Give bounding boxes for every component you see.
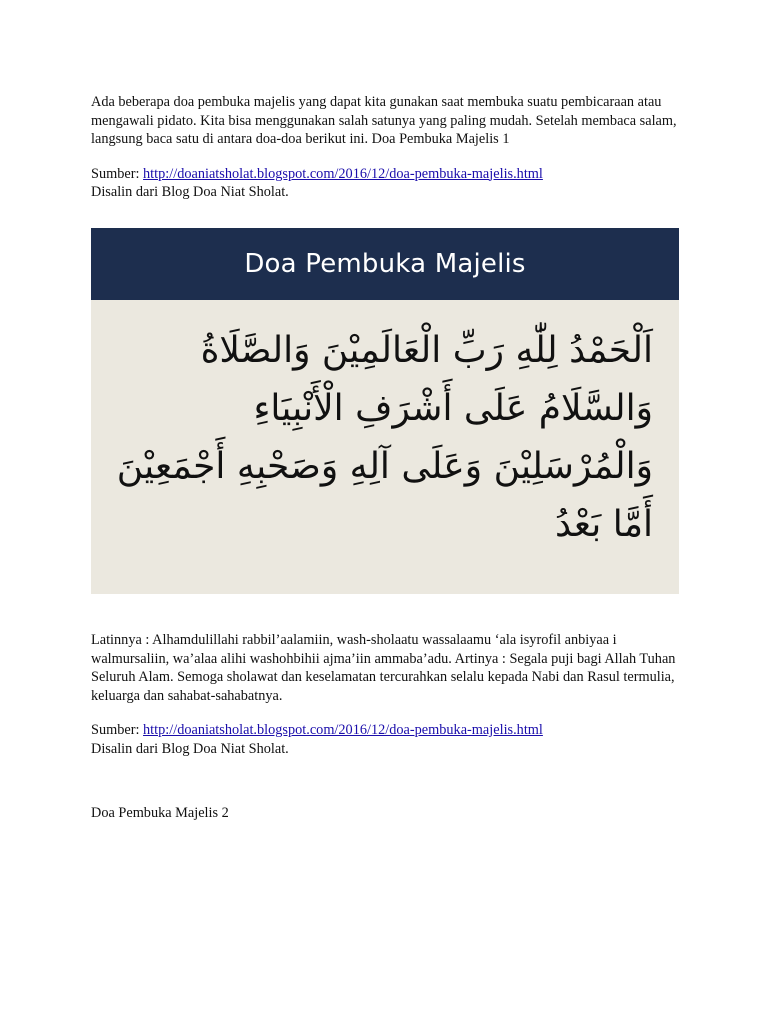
intro-paragraph: Ada beberapa doa pembuka majelis yang dapat kita gunakan saat membuka suatu pembicaraan atau mengawali pidato. Kita bisa menggunakan salah satunya yang paling mudah. Setelah membaca salam, langsung baca satu di antara doa-doa berikut ini. Doa Pembuka Majelis 1: [91, 94, 677, 147]
lower-source-label: Sumber:: [91, 722, 144, 738]
arabic-line-3: وَالْمُرْسَلِيْنَ وَعَلَى آلِهِ وَصَحْبِهِ أَجْمَعِيْنَ: [116, 446, 653, 487]
intro-copied-from: Disalin dari Blog Doa Niat Sholat.: [91, 184, 289, 200]
arabic-line-4: أَمَّا بَعْدُ: [555, 504, 653, 545]
next-heading: Doa Pembuka Majelis 2: [91, 805, 229, 821]
translation-section: [91, 631, 691, 823]
intro-source-line: [91, 165, 681, 184]
arabic-text: [91, 300, 679, 554]
lower-copied-from: Disalin dari Blog Doa Niat Sholat.: [91, 740, 289, 757]
translation-paragraph: Latinnya : Alhamdulillahi rabbil’aalamiin, wash-sholaatu wassalaamu ‘ala isyrofil anbiyaa i walmursaliin, wa’alaa alihi washohbihii ajma’iin ammaba’adu. Artinya : Segala puji bagi Allah Tuhan Seluruh Alam. Semoga sholawat dan keselamatan tercurahkan selalu kepada Nabi dan Rasul termulia, keluarga dan sahabat-sahabatnya.: [91, 632, 676, 704]
intro-source-label: Sumber:: [91, 165, 144, 182]
intro-source-link[interactable]: http://doaniatsholat.blogspot.com/2016/12/doa-pembuka-majelis.html: [143, 165, 543, 182]
doa-image: [91, 228, 679, 594]
doa-image-title: Doa Pembuka Majelis: [91, 228, 679, 300]
arabic-line-1: اَلْحَمْدُ لِلّٰهِ رَبِّ الْعَالَمِيْنَ وَالصَّلَاةُ: [200, 330, 653, 371]
intro-section: [91, 93, 681, 202]
lower-source-line: [91, 721, 691, 740]
arabic-line-2: وَالسَّلَامُ عَلَى أَشْرَفِ الْأَنْبِيَاءِ: [253, 388, 653, 429]
lower-source-link[interactable]: http://doaniatsholat.blogspot.com/2016/12/doa-pembuka-majelis.html: [143, 722, 543, 738]
